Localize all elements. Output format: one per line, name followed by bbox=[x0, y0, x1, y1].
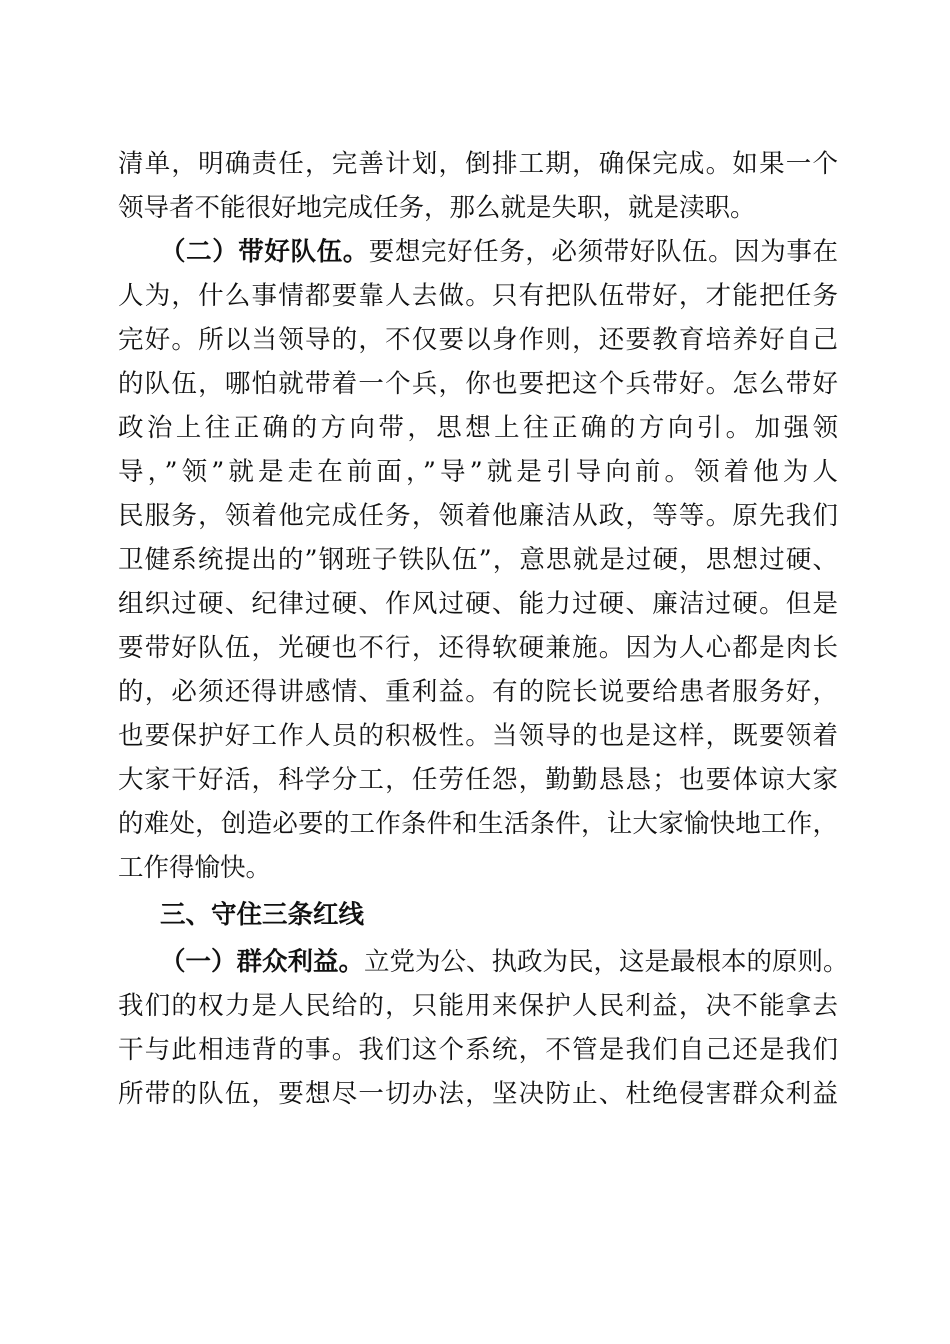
text-line-22 bbox=[118, 1072, 838, 1116]
text-line-9 bbox=[118, 494, 838, 538]
line-text: 卫健系统提出的”钢班子铁队伍”，意思就是过硬，思想过硬、 bbox=[118, 545, 838, 575]
line-text: 工作得愉快。 bbox=[118, 853, 272, 883]
line-text: 的队伍，哪怕就带着一个兵，你也要把这个兵带好。怎么带好 bbox=[118, 369, 838, 399]
text-line-2 bbox=[118, 186, 838, 230]
line-text: 大家干好活，科学分工，任劳任怨，勤勤恳恳；也要体谅大家 bbox=[118, 765, 838, 795]
text-line-13 bbox=[118, 670, 838, 714]
text-line-1 bbox=[118, 142, 838, 186]
text-line-21 bbox=[118, 1028, 838, 1072]
text-line-11 bbox=[118, 582, 838, 626]
line-text: 领导者不能很好地完成任务，那么就是失职，就是渎职。 bbox=[118, 193, 756, 223]
line-text: 民服务，领着他完成任务，领着他廉洁从政，等等。原先我们 bbox=[118, 501, 838, 531]
text-line-8 bbox=[118, 450, 838, 494]
line-text: 要带好队伍，光硬也不行，还得软硬兼施。因为人心都是肉长 bbox=[118, 633, 838, 663]
text-line-20 bbox=[118, 984, 838, 1028]
text-line-17 bbox=[118, 846, 838, 890]
line-text: 的难处，创造必要的工作条件和生活条件，让大家愉快地工作， bbox=[118, 809, 838, 839]
line-text: 人为，什么事情都要靠人去做。只有把队伍带好，才能把任务 bbox=[118, 281, 838, 311]
line-text: 要想完好任务，必须带好队伍。因为事在 bbox=[368, 237, 838, 267]
subheading-lead: （一）群众利益。 bbox=[160, 947, 365, 977]
line-text: 清单，明确责任，完善计划，倒排工期，确保完成。如果一个 bbox=[118, 149, 838, 179]
text-line-16 bbox=[118, 802, 838, 846]
line-text: 立党为公、执政为民，这是最根本的原则。 bbox=[364, 947, 849, 977]
text-line-10 bbox=[118, 538, 838, 582]
section-heading: 三、守住三条红线 bbox=[160, 900, 365, 930]
text-line-5 bbox=[118, 318, 838, 362]
text-line-12 bbox=[118, 626, 838, 670]
line-text: 我们的权力是人民给的，只能用来保护人民利益，决不能拿去 bbox=[118, 991, 838, 1021]
line-text: 政治上往正确的方向带，思想上往正确的方向引。加强领 bbox=[118, 413, 838, 443]
section-3-1-first-line bbox=[160, 940, 849, 984]
line-text: 干与此相违背的事。我们这个系统，不管是我们自己还是我们 bbox=[118, 1035, 838, 1065]
text-line-14 bbox=[118, 714, 838, 758]
text-line-6 bbox=[118, 362, 838, 406]
line-text: 也要保护好工作人员的积极性。当领导的也是这样，既要领着 bbox=[118, 721, 838, 751]
line-text: 的，必须还得讲感情、重利益。有的院长说要给患者服务好， bbox=[118, 677, 838, 707]
text-line-4 bbox=[118, 274, 838, 318]
line-text: 导，”领”就是走在前面，”导”就是引导向前。领着他为人 bbox=[118, 457, 838, 487]
text-line-15 bbox=[118, 758, 838, 802]
line-text: 完好。所以当领导的，不仅要以身作则，还要教育培养好自己 bbox=[118, 325, 838, 355]
text-line-7 bbox=[118, 406, 838, 450]
line-text: 所带的队伍，要想尽一切办法，坚决防止、杜绝侵害群众利益 bbox=[118, 1079, 838, 1109]
line-text: 组织过硬、纪律过硬、作风过硬、能力过硬、廉洁过硬。但是 bbox=[118, 589, 838, 619]
section-2-first-line bbox=[160, 230, 838, 274]
subheading-lead: （二）带好队伍。 bbox=[160, 237, 369, 267]
